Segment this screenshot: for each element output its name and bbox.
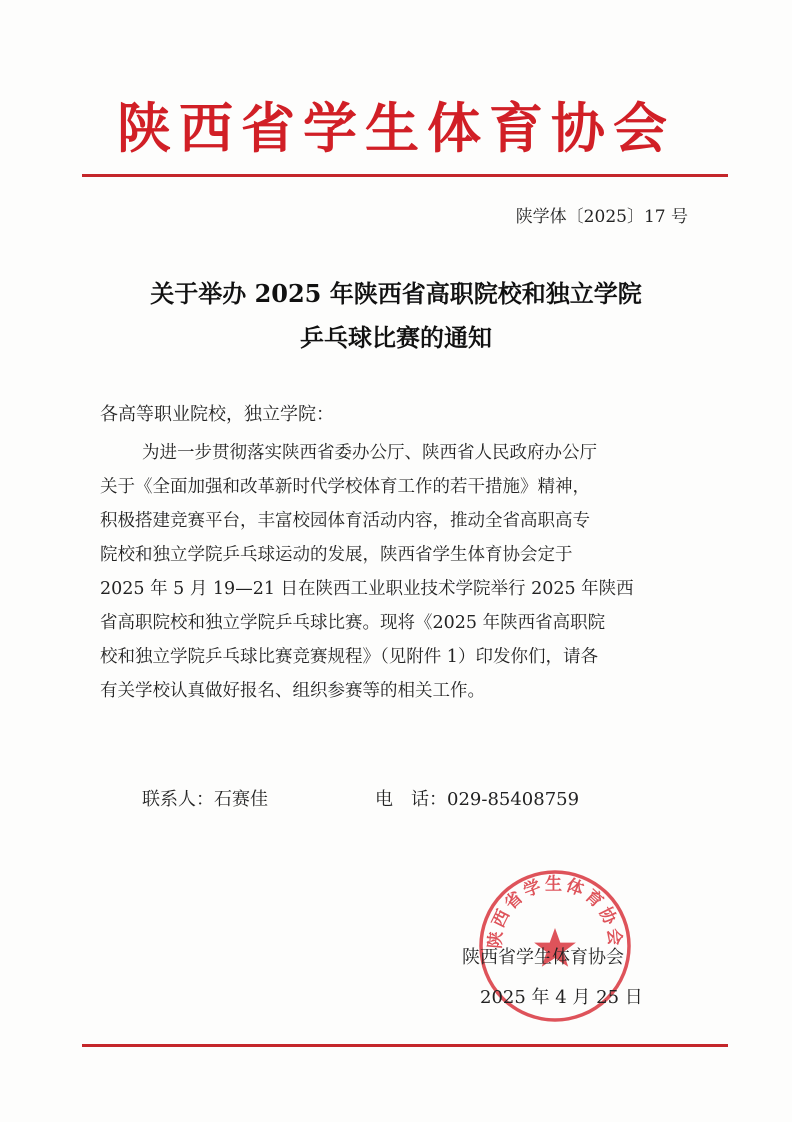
- header-red-rule: [82, 174, 728, 177]
- body-line: 院校和独立学院乒乓球运动的发展，陕西省学生体育协会定于: [100, 545, 573, 565]
- document-title: [0, 272, 792, 360]
- title-line-1: 关于举办 2025 年陕西省高职院校和独立学院: [150, 279, 642, 308]
- body-line: 2025 年 5 月 19—21 日在陕西工业职业技术学院举行 2025 年陕西: [100, 579, 634, 599]
- contact-person: 联系人：石赛佳: [142, 789, 268, 810]
- body-line: 有关学校认真做好报名、组织参赛等的相关工作。: [100, 681, 485, 701]
- body-line: 关于《全面加强和改革新时代学校体育工作的若干措施》精神，: [100, 477, 590, 497]
- salutation: 各高等职业院校，独立学院：: [100, 404, 334, 425]
- title-line-2: 乒乓球比赛的通知: [300, 323, 492, 352]
- body-paragraph: [100, 436, 714, 708]
- footer-red-rule: [82, 1044, 728, 1047]
- seal-text: 陕西省学生体育协会: [485, 874, 625, 950]
- body-line: 校和独立学院乒乓球比赛竞赛规程》（见附件 1）印发你们，请各: [100, 647, 598, 667]
- body-line: 省高职院校和独立学院乒乓球比赛。现将《2025 年陕西省高职院: [100, 613, 606, 633]
- signature-date: 2025 年 4 月 25 日: [480, 987, 643, 1008]
- body-line: 积极搭建竞赛平台，丰富校园体育活动内容，推动全省高职高专: [100, 511, 590, 531]
- body-line: 为进一步贯彻落实陕西省委办公厅、陕西省人民政府办公厅: [142, 443, 597, 463]
- contact-phone: 电 话：029-85408759: [375, 789, 580, 810]
- signature-organization: 陕西省学生体育协会: [462, 947, 624, 968]
- document-number: 陕学体〔2025〕17 号: [515, 207, 688, 227]
- organization-header: 陕西省学生体育协会: [117, 96, 675, 160]
